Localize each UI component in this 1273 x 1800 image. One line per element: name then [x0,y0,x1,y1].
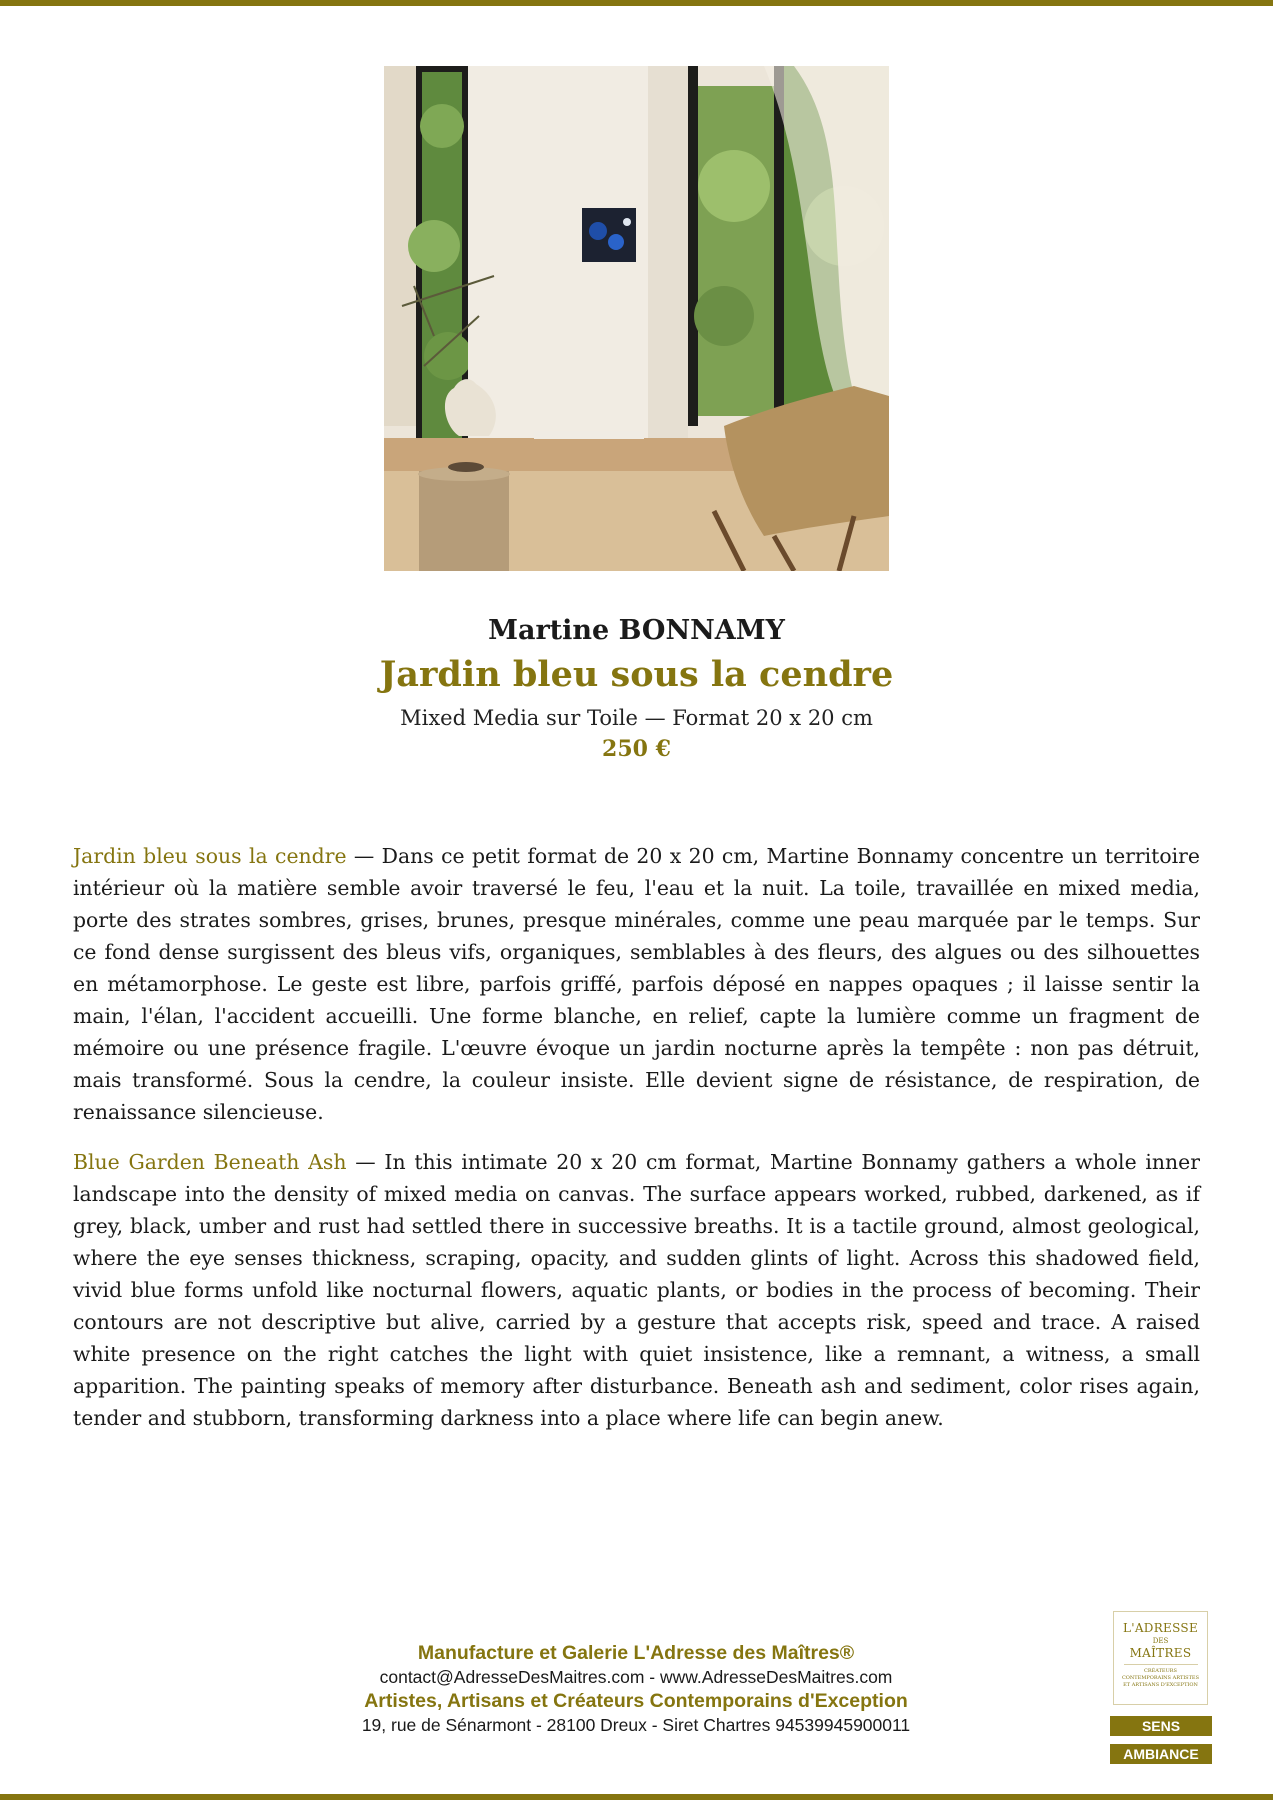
logo-divider [1124,1664,1198,1665]
top-accent-bar [0,0,1273,6]
tag-ambiance: AMBIANCE [1110,1744,1212,1764]
bottom-accent-bar [0,1794,1273,1800]
description-french [73,840,1200,1128]
logo-line-3: MAÎTRES [1129,1646,1192,1660]
artwork-title: Jardin bleu sous la cendre [379,654,894,695]
gallery-logo [1113,1611,1208,1705]
artist-name: Martine BONNAMY [488,615,785,646]
logo-line-1: L'ADRESSE [1122,1621,1199,1635]
footer-contact: contact@AdresseDesMaitres.com - www.AdresseDesMaitres.com [379,1667,893,1687]
footer-address: 19, rue de Sénarmont - 28100 Dreux - Siret Chartres 94539945900011 [361,1715,911,1735]
gallery-footer [236,1641,1036,1737]
artwork-room-photo [384,66,889,571]
description-english-text: — In this intimate 20 x 20 cm format, Martine Bonnamy gathers a whole inner landscape into the density of mixed media on canvas. The surface appears worked, rubbed, darkened, as if grey, black, umber and rust had settled there in successive breaths. It is a tactile ground, almost geological, where the eye senses thickness, scraping, opacity, and sudden glints of light. Across this shadowed field, vivid blue forms unfold like nocturnal flowers, aquatic plants, or bodies in the process of becoming. Their contours are not descriptive but alive, carried by a gesture that accepts risk, speed and trace. A raised white presence on the right catches the light with quiet insistence, like a remnant, a witness, a small apparition. The painting speaks of memory after disturbance. Beneath ash and sediment, color rises again, tender and stubborn, transforming darkness into a place where life can begin anew. [73,1150,1200,1430]
description-english [73,1146,1200,1434]
tag-sens: SENS [1110,1716,1212,1736]
artwork-price: 250 € [602,736,671,762]
description-english-lead: Blue Garden Beneath Ash [73,1150,347,1174]
artwork-header [0,612,1273,764]
description-french-lead: Jardin bleu sous la cendre [73,844,347,868]
artwork-medium-format: Mixed Media sur Toile — Format 20 x 20 cm [400,706,873,730]
logo-line-2: DES [1152,1637,1169,1645]
artwork-description [73,840,1200,1452]
footer-tagline: Artistes, Artisans et Créateurs Contemporains d'Exception [364,1690,908,1712]
logo-line-4: CRÉATEURS CONTEMPORAINS ARTISTES ET ARTISANS D'EXCEPTION [1121,1668,1200,1688]
description-french-text: — Dans ce petit format de 20 x 20 cm, Martine Bonnamy concentre un territoire intérieur où la matière semble avoir traversé le feu, l'eau et la nuit. La toile, travaillée en mixed media, porte des strates sombres, grises, brunes, presque minérales, comme une peau marquée par le temps. Sur ce fond dense surgissent des bleus vifs, organiques, semblables à des fleurs, des algues ou des silhouettes en métamorphose. Le geste est libre, parfois griffé, parfois déposé en nappes opaques ; il laisse sentir la main, l'élan, l'accident accueilli. Une forme blanche, en relief, capte la lumière comme un fragment de mémoire ou une présence fragile. L'œuvre évoque un jardin nocturne après la tempête : non pas détruit, mais transformé. Sous la cendre, la couleur insiste. Elle devient signe de résistance, de respiration, de renaissance silencieuse. [73,844,1200,1124]
footer-gallery-name: Manufacture et Galerie L'Adresse des Maîtres® [417,1642,855,1664]
